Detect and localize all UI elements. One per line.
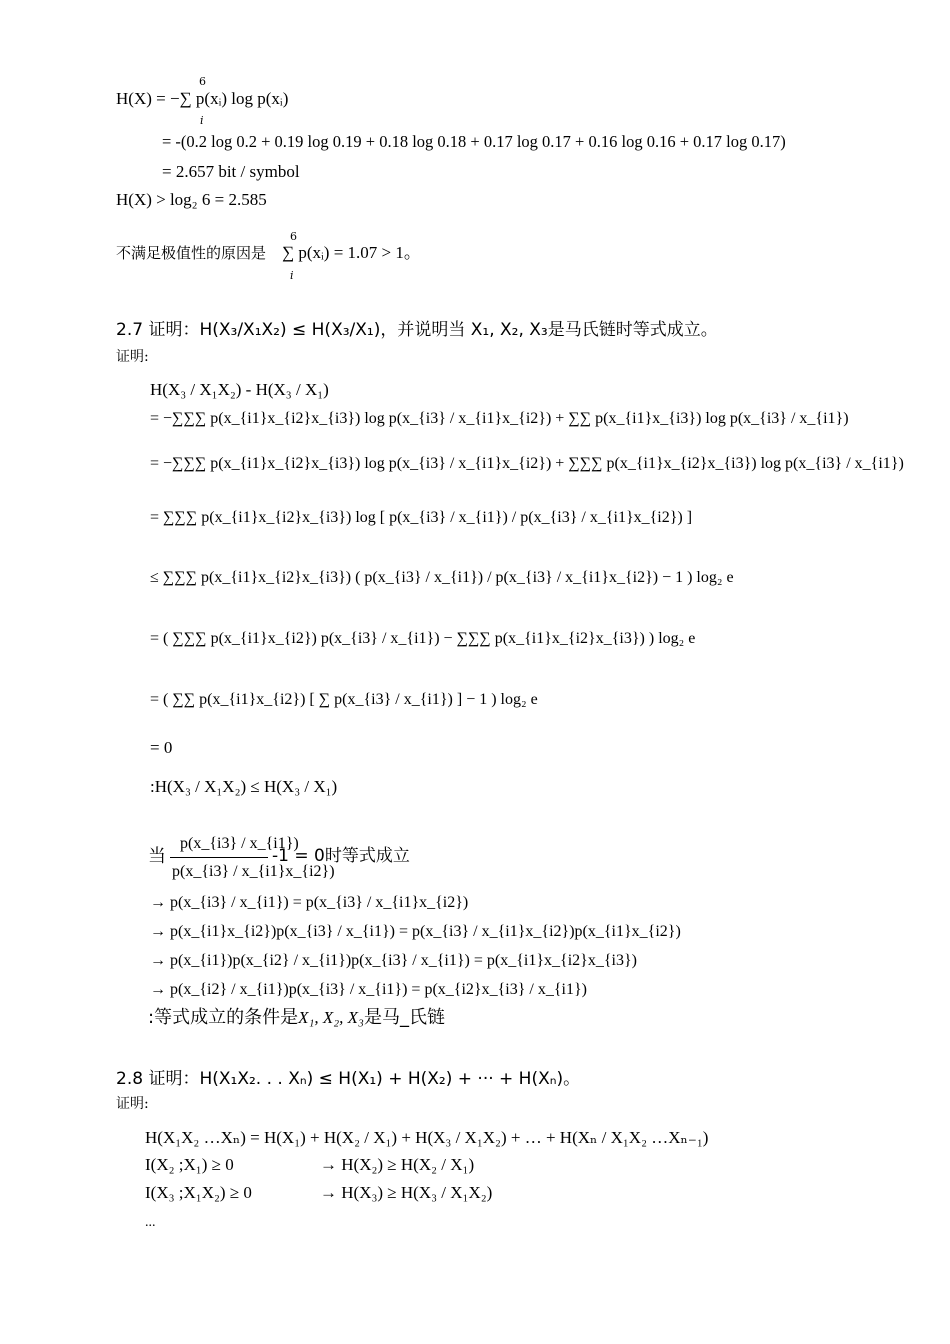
derivation-line-7: = ( ∑∑ p(x_{i1}x_{i2}) [ ∑ p(x_{i3} / x_{i1}) ] − 1 ) log₂ e — [150, 691, 538, 708]
implication-4: → p(x_{i2} / x_{i1})p(x_{i3} / x_{i1}) = p(x_{i2}x_{i3} / x_{i1}) — [150, 981, 587, 998]
derivation-line-2: = −∑∑∑ p(x_{i1}x_{i2}x_{i3}) log p(x_{i3} / x_{i1}x_{i2}) + ∑∑ p(x_{i1}x_{i3}) log p(x_{i3} / x_{i1}) — [150, 410, 849, 427]
entropy-result-line: = 2.657 bit / symbol — [162, 162, 300, 181]
entropy-definition-line: H(X) = −∑ p(xᵢ) log p(xᵢ) — [116, 89, 289, 108]
implication-1: → p(x_{i3} / x_{i1}) = p(x_{i3} / x_{i1}x_{i2}) — [150, 894, 469, 911]
derivation-line-1: H(X₃ / X₁X₂) - H(X₃ / X₁) — [150, 380, 329, 399]
problem-2-8-proof-label: 证明: — [116, 1096, 149, 1112]
ellipsis: ... — [145, 1215, 156, 1230]
reason-math: ∑ p(xᵢ) = 1.07 > 1。 — [282, 243, 421, 262]
mutual-info-1-right: → H(X₂) ≥ H(X₂ / X₁) — [320, 1155, 475, 1174]
conclusion-vars: X₁, X₂, X₃ — [298, 1008, 364, 1027]
equality-denominator: p(x_{i3} / x_{i1}x_{i2}) — [172, 863, 335, 880]
sum-lower-limit: i — [200, 114, 204, 127]
entropy-compare-line: H(X) > log₂ 6 = 2.585 — [116, 190, 267, 209]
derivation-line-6: = ( ∑∑∑ p(x_{i1}x_{i2}) p(x_{i3} / x_{i1}) − ∑∑∑ p(x_{i1}x_{i2}x_{i3}) ) log₂ e — [150, 630, 696, 647]
entropy-expansion-line: = -(0.2 log 0.2 + 0.19 log 0.19 + 0.18 log 0.18 + 0.17 log 0.17 + 0.16 log 0.16 + 0.17 log 0.17) — [162, 132, 786, 151]
problem-2-7-heading: 2.7 证明：H(X₃/X₁X₂) ≤ H(X₃/X₁)，并说明当 X₁, X₂, X₃是马氏链时等式成立。 — [116, 320, 718, 340]
equality-prefix: 当 — [148, 846, 166, 867]
markov-conclusion — [148, 1009, 445, 1027]
chain-rule-line: H(X₁X₂ …Xₙ) = H(X₁) + H(X₂ / X₁) + H(X₃ / X₁X₂) + … + H(Xₙ / X₁X₂ …Xₙ₋₁) — [145, 1128, 709, 1147]
reason-sum-upper: 6 — [290, 230, 297, 243]
conclusion-suffix: 是马_氏链 — [363, 1007, 445, 1028]
conclusion-prefix: :等式成立的条件是 — [148, 1007, 299, 1028]
sum-upper-limit: 6 — [199, 75, 206, 88]
derivation-line-3: = −∑∑∑ p(x_{i1}x_{i2}x_{i3}) log p(x_{i3} / x_{i1}x_{i2}) + ∑∑∑ p(x_{i1}x_{i2}x_{i3}) log p(x_{i3} / x_{i1}) — [150, 455, 904, 472]
reason-sum-lower: i — [290, 269, 294, 282]
implication-3: → p(x_{i1})p(x_{i2} / x_{i1})p(x_{i3} / x_{i1}) = p(x_{i1}x_{i2}x_{i3}) — [150, 952, 637, 969]
derivation-line-9: :H(X₃ / X₁X₂) ≤ H(X₃ / X₁) — [150, 777, 338, 796]
mutual-info-1-left: I(X₂ ;X₁) ≥ 0 — [145, 1155, 234, 1174]
derivation-line-5: ≤ ∑∑∑ p(x_{i1}x_{i2}x_{i3}) ( p(x_{i3} / x_{i1}) / p(x_{i3} / x_{i1}x_{i2}) − 1 ) log₂ e — [150, 569, 734, 586]
fraction-bar — [170, 857, 268, 858]
problem-2-7-proof-label: 证明: — [116, 349, 149, 365]
reason-text: 不满足极值性的原因是 — [116, 244, 267, 262]
equality-numerator: p(x_{i3} / x_{i1}) — [180, 835, 299, 852]
equality-suffix: -1 = 0时等式成立 — [272, 846, 410, 866]
implication-2: → p(x_{i1}x_{i2})p(x_{i3} / x_{i1}) = p(x_{i3} / x_{i1}x_{i2})p(x_{i1}x_{i2}) — [150, 923, 681, 940]
mutual-info-2-left: I(X₃ ;X₁X₂) ≥ 0 — [145, 1183, 252, 1202]
problem-2-8-heading: 2.8 证明：H(X₁X₂. . . Xₙ) ≤ H(X₁) + H(X₂) + ··· + H(Xₙ)。 — [116, 1069, 581, 1089]
derivation-line-4: = ∑∑∑ p(x_{i1}x_{i2}x_{i3}) log [ p(x_{i3} / x_{i1}) / p(x_{i3} / x_{i1}x_{i2}) ] — [150, 509, 693, 526]
mutual-info-2-right: → H(X₃) ≥ H(X₃ / X₁X₂) — [320, 1183, 493, 1202]
derivation-line-8: = 0 — [150, 738, 173, 757]
